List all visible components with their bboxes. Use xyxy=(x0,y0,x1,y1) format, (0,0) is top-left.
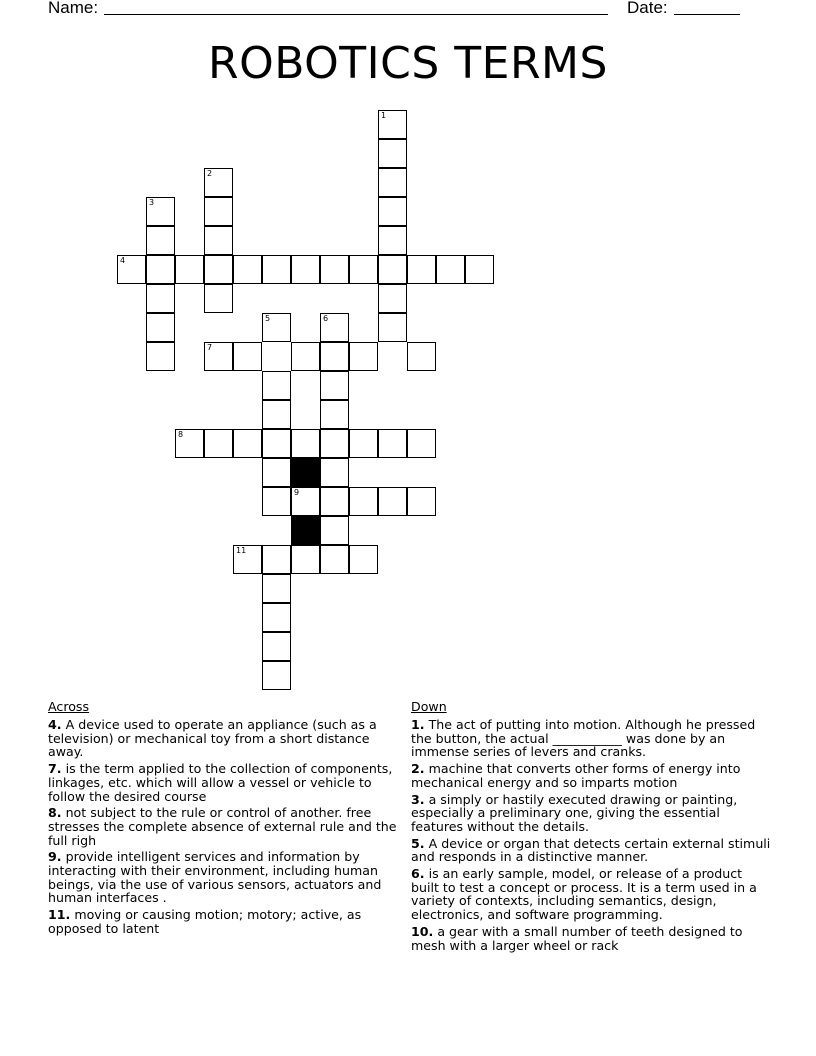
grid-cell[interactable] xyxy=(262,429,291,458)
grid-cell[interactable] xyxy=(291,342,320,371)
cell-number: 6 xyxy=(323,314,329,323)
clue-number: 6. xyxy=(411,866,425,882)
grid-cell[interactable] xyxy=(320,342,349,371)
grid-cell[interactable] xyxy=(465,255,494,284)
cell-number: 9 xyxy=(294,488,300,497)
clue-down xyxy=(411,925,773,952)
grid-cell[interactable] xyxy=(262,661,291,690)
grid-cell[interactable] xyxy=(378,139,407,168)
grid-cell[interactable] xyxy=(146,226,175,255)
clue-across xyxy=(48,806,404,847)
clue-number: 5. xyxy=(411,835,425,851)
grid-cell[interactable] xyxy=(262,487,291,516)
clue-number: 4. xyxy=(48,717,62,732)
grid-cell[interactable] xyxy=(146,255,175,284)
grid-cell[interactable] xyxy=(291,255,320,284)
cell-number: 2 xyxy=(207,169,213,178)
grid-cell[interactable] xyxy=(320,255,349,284)
down-clues xyxy=(411,700,773,955)
clue-across xyxy=(48,762,404,803)
clue-text: A device used to operate an appliance (such as a television) or mechanical toy from a short distance away. xyxy=(48,717,377,760)
date-label: Date: xyxy=(627,0,668,17)
grid-cell[interactable] xyxy=(320,371,349,400)
grid-cell[interactable] xyxy=(320,516,349,545)
cell-number: 7 xyxy=(207,343,213,352)
grid-cell[interactable] xyxy=(175,429,204,458)
grid-cell[interactable] xyxy=(262,255,291,284)
grid-cell[interactable] xyxy=(436,255,465,284)
clue-text: a simply or hastily executed drawing or painting, especially a preliminary one, giving the essential features without the details. xyxy=(411,791,738,834)
clue-text: provide intelligent services and information by interacting with their environment, including human beings, via the use of various sensors, actuators and human interfaces . xyxy=(48,849,382,906)
name-label: Name: xyxy=(48,0,99,17)
grid-cell[interactable] xyxy=(407,255,436,284)
clue-down xyxy=(411,718,773,759)
clue-down xyxy=(411,793,773,834)
grid-cell[interactable] xyxy=(291,487,320,516)
grid-cell[interactable] xyxy=(262,458,291,487)
grid-cell[interactable] xyxy=(407,487,436,516)
grid-cell[interactable] xyxy=(378,313,407,342)
grid-cell[interactable] xyxy=(349,255,378,284)
grid-cell[interactable] xyxy=(204,342,233,371)
clue-number: 7. xyxy=(48,761,62,777)
grid-cell[interactable] xyxy=(204,197,233,226)
grid-cell[interactable] xyxy=(233,255,262,284)
clue-number: 8. xyxy=(48,805,62,821)
grid-cell[interactable] xyxy=(378,255,407,284)
grid-cell[interactable] xyxy=(262,371,291,400)
down-heading: Down xyxy=(411,699,447,714)
clue-down xyxy=(411,762,773,789)
grid-cell[interactable] xyxy=(349,429,378,458)
grid-cell[interactable] xyxy=(378,168,407,197)
clue-down xyxy=(411,867,773,922)
grid-cell[interactable] xyxy=(146,342,175,371)
grid-cell[interactable] xyxy=(262,400,291,429)
grid-cell[interactable] xyxy=(320,429,349,458)
grid-cell[interactable] xyxy=(146,313,175,342)
clue-text: The act of putting into motion. Although he pressed the button, the actual ___________ was done by an immense series of levers and cranks. xyxy=(411,717,756,760)
grid-cell[interactable] xyxy=(204,255,233,284)
across-clues xyxy=(48,700,404,939)
grid-cell[interactable] xyxy=(320,487,349,516)
grid-cell[interactable] xyxy=(204,284,233,313)
grid-cell[interactable] xyxy=(146,284,175,313)
grid-cell[interactable] xyxy=(233,545,262,574)
grid-cell[interactable] xyxy=(349,545,378,574)
cell-number: 8 xyxy=(178,430,184,439)
clue-text: A device or organ that detects certain external stimuli and responds in a distinctive manner. xyxy=(411,835,771,865)
grid-cell[interactable] xyxy=(320,313,349,342)
grid-cell[interactable] xyxy=(262,603,291,632)
grid-cell[interactable] xyxy=(378,226,407,255)
grid-cell[interactable] xyxy=(378,197,407,226)
grid-cell[interactable] xyxy=(262,545,291,574)
cell-number: 3 xyxy=(149,198,155,207)
grid-cell[interactable] xyxy=(262,574,291,603)
clue-text: moving or causing motion; motory; active, as opposed to latent xyxy=(48,907,362,936)
clue-text: machine that converts other forms of energy into mechanical energy and so imparts motion xyxy=(411,761,741,790)
cell-number: 4 xyxy=(120,256,126,265)
grid-cell[interactable] xyxy=(233,429,262,458)
clue-text: is the term applied to the collection of components, linkages, etc. which will allow a vessel or vehicle to follow the desired course xyxy=(48,761,393,804)
across-heading: Across xyxy=(48,699,90,714)
clue-across xyxy=(48,718,404,759)
grid-cell[interactable] xyxy=(204,168,233,197)
clue-number: 3. xyxy=(411,791,425,807)
grid-cell[interactable] xyxy=(320,400,349,429)
grid-cell[interactable] xyxy=(175,255,204,284)
clue-number: 1. xyxy=(411,717,425,732)
clue-number: 10. xyxy=(411,923,434,939)
grid-cell[interactable] xyxy=(291,429,320,458)
grid-cell[interactable] xyxy=(117,255,146,284)
clue-across xyxy=(48,850,404,905)
clue-number: 9. xyxy=(48,849,62,865)
grid-block xyxy=(291,458,320,487)
grid-cell[interactable] xyxy=(291,545,320,574)
grid-block xyxy=(291,516,320,545)
grid-cell[interactable] xyxy=(320,458,349,487)
grid-cell[interactable] xyxy=(378,110,407,139)
grid-cell[interactable] xyxy=(378,429,407,458)
grid-cell[interactable] xyxy=(378,487,407,516)
grid-cell[interactable] xyxy=(262,632,291,661)
grid-cell[interactable] xyxy=(204,429,233,458)
cell-number: 5 xyxy=(265,314,271,323)
grid-cell[interactable] xyxy=(378,284,407,313)
grid-cell[interactable] xyxy=(349,342,378,371)
clue-down xyxy=(411,837,773,864)
clue-text: not subject to the rule or control of another. free stresses the complete absence of external rule and the full righ xyxy=(48,805,397,848)
grid-cell[interactable] xyxy=(407,342,436,371)
clue-number: 11. xyxy=(48,907,71,923)
grid-cell[interactable] xyxy=(262,313,291,342)
clue-text: is an early sample, model, or release of a product built to test a concept or process. It is a term used in a variety of contexts, including semantics, design, electronics, and software programming. xyxy=(411,866,757,923)
grid-cell[interactable] xyxy=(407,429,436,458)
page-title: ROBOTICS TERMS xyxy=(208,38,608,89)
clue-text: a gear with a small number of teeth designed to mesh with a larger wheel or rack xyxy=(411,923,743,953)
grid-cell[interactable] xyxy=(146,197,175,226)
clue-number: 2. xyxy=(411,761,425,777)
grid-cell[interactable] xyxy=(349,487,378,516)
cell-number: 11 xyxy=(236,546,247,555)
grid-cell[interactable] xyxy=(204,226,233,255)
cell-number: 1 xyxy=(381,111,387,120)
grid-cell[interactable] xyxy=(233,342,262,371)
clue-across xyxy=(48,908,404,935)
grid-cell[interactable] xyxy=(320,545,349,574)
